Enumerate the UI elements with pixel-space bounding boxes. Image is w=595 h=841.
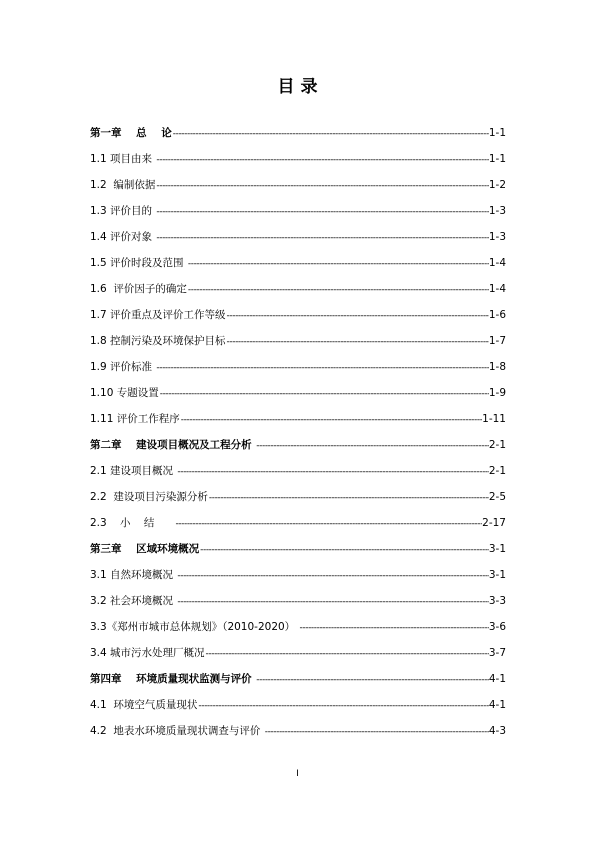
toc-entry-page: 1-3 bbox=[488, 205, 506, 217]
toc-entry-page: 1-9 bbox=[488, 387, 506, 399]
toc-entry-label: 1.2 编制依据 bbox=[90, 179, 156, 191]
page-number-footer: I bbox=[296, 769, 299, 779]
toc-entry-page: 1-7 bbox=[488, 335, 506, 347]
toc-dot-leader bbox=[264, 722, 489, 742]
toc-dot-leader bbox=[299, 618, 489, 638]
toc-entry-label: 3.2 社会环境概况 bbox=[90, 595, 177, 607]
toc-entry-label: 1.6 评价因子的确定 bbox=[90, 283, 187, 295]
toc-entry-page: 2-1 bbox=[488, 465, 506, 477]
toc-entry-label: 1.10 专题设置 bbox=[90, 387, 159, 399]
toc-dot-leader bbox=[180, 410, 482, 430]
toc-dot-leader bbox=[155, 202, 488, 222]
toc-entry-label: 1.3 评价目的 bbox=[90, 205, 156, 217]
toc-dot-leader bbox=[187, 280, 489, 300]
toc-dot-leader bbox=[176, 592, 488, 612]
toc-dot-leader bbox=[176, 566, 488, 586]
toc-entry-label: 4.2 地表水环境质量现状调查与评价 bbox=[90, 725, 264, 737]
toc-section-entry[interactable] bbox=[90, 695, 506, 721]
toc-chapter-entry[interactable] bbox=[90, 123, 506, 149]
toc-section-entry[interactable] bbox=[90, 201, 506, 227]
toc-entry-label: 4.1 环境空气质量现状 bbox=[90, 699, 198, 711]
toc-entry-label: 2.2 建设项目污染源分析 bbox=[90, 491, 208, 503]
toc-entry-page: 2-5 bbox=[488, 491, 506, 503]
toc-entry-label: 1.11 评价工作程序 bbox=[90, 413, 180, 425]
toc-dot-leader bbox=[255, 436, 489, 456]
toc-entry-label: 第二章 建设项目概况及工程分析 bbox=[90, 439, 256, 451]
toc-entry-label: 3.4 城市污水处理厂概况 bbox=[90, 647, 205, 659]
toc-section-entry[interactable] bbox=[90, 227, 506, 253]
toc-entry-page: 2-17 bbox=[482, 517, 506, 529]
toc-section-entry[interactable] bbox=[90, 617, 506, 643]
toc-entry-page: 1-4 bbox=[488, 283, 506, 295]
toc-dot-leader bbox=[155, 228, 488, 248]
toc-section-entry[interactable] bbox=[90, 175, 506, 201]
toc-entry-label: 2.1 建设项目概况 bbox=[90, 465, 177, 477]
toc-dot-leader bbox=[208, 488, 489, 508]
toc-dot-leader bbox=[205, 644, 489, 664]
toc-section-entry[interactable] bbox=[90, 357, 506, 383]
toc-chapter-entry[interactable] bbox=[90, 669, 506, 695]
toc-section-entry[interactable] bbox=[90, 331, 506, 357]
toc-dot-leader bbox=[155, 358, 488, 378]
table-of-contents bbox=[90, 123, 506, 747]
toc-dot-leader bbox=[199, 540, 489, 560]
toc-entry-page: 4-1 bbox=[488, 699, 506, 711]
toc-entry-page: 4-1 bbox=[488, 673, 506, 685]
toc-entry-page: 1-2 bbox=[488, 179, 506, 191]
toc-dot-leader bbox=[155, 150, 488, 170]
toc-dot-leader bbox=[176, 462, 488, 482]
toc-dot-leader bbox=[255, 670, 489, 690]
toc-dot-leader bbox=[159, 384, 489, 404]
toc-entry-label: 第一章 总 论 bbox=[90, 127, 172, 139]
toc-section-entry[interactable] bbox=[90, 149, 506, 175]
toc-section-entry[interactable] bbox=[90, 513, 506, 539]
toc-entry-page: 1-11 bbox=[482, 413, 506, 425]
toc-section-entry[interactable] bbox=[90, 279, 506, 305]
toc-dot-leader bbox=[226, 306, 489, 326]
toc-entry-page: 2-1 bbox=[488, 439, 506, 451]
toc-entry-label: 3.3《郑州市城市总体规划》（2010-2020） bbox=[90, 621, 299, 633]
toc-title: 目 录 bbox=[277, 77, 318, 97]
toc-entry-page: 3-7 bbox=[488, 647, 506, 659]
toc-entry-page: 1-3 bbox=[488, 231, 506, 243]
toc-entry-label: 2.3 小 结 bbox=[90, 517, 175, 529]
toc-section-entry[interactable] bbox=[90, 565, 506, 591]
toc-dot-leader bbox=[226, 332, 489, 352]
toc-entry-label: 第四章 环境质量现状监测与评价 bbox=[90, 673, 256, 685]
toc-section-entry[interactable] bbox=[90, 305, 506, 331]
toc-entry-page: 1-1 bbox=[488, 153, 506, 165]
toc-entry-label: 1.1 项目由来 bbox=[90, 153, 156, 165]
toc-entry-page: 4-3 bbox=[488, 725, 506, 737]
toc-chapter-entry[interactable] bbox=[90, 539, 506, 565]
toc-entry-page: 3-3 bbox=[488, 595, 506, 607]
toc-section-entry[interactable] bbox=[90, 253, 506, 279]
toc-entry-page: 1-1 bbox=[488, 127, 506, 139]
toc-section-entry[interactable] bbox=[90, 721, 506, 747]
toc-entry-label: 1.5 评价时段及范围 bbox=[90, 257, 187, 269]
toc-dot-leader bbox=[155, 176, 488, 196]
toc-entry-page: 3-1 bbox=[488, 543, 506, 555]
toc-entry-page: 3-1 bbox=[488, 569, 506, 581]
toc-dot-leader bbox=[187, 254, 489, 274]
toc-entry-label: 1.9 评价标准 bbox=[90, 361, 156, 373]
toc-section-entry[interactable] bbox=[90, 461, 506, 487]
toc-section-entry[interactable] bbox=[90, 643, 506, 669]
toc-entry-label: 3.1 自然环境概况 bbox=[90, 569, 177, 581]
toc-entry-label: 第三章 区域环境概况 bbox=[90, 543, 200, 555]
toc-entry-label: 1.4 评价对象 bbox=[90, 231, 156, 243]
toc-section-entry[interactable] bbox=[90, 487, 506, 513]
toc-entry-page: 1-6 bbox=[488, 309, 506, 321]
toc-entry-label: 1.8 控制污染及环境保护目标 bbox=[90, 335, 226, 347]
toc-section-entry[interactable] bbox=[90, 409, 506, 435]
toc-chapter-entry[interactable] bbox=[90, 435, 506, 461]
toc-section-entry[interactable] bbox=[90, 383, 506, 409]
toc-entry-page: 3-6 bbox=[488, 621, 506, 633]
toc-section-entry[interactable] bbox=[90, 591, 506, 617]
toc-dot-leader bbox=[197, 696, 488, 716]
toc-dot-leader bbox=[172, 124, 489, 144]
toc-entry-label: 1.7 评价重点及评价工作等级 bbox=[90, 309, 226, 321]
toc-entry-page: 1-4 bbox=[488, 257, 506, 269]
toc-dot-leader bbox=[174, 514, 482, 534]
toc-entry-page: 1-8 bbox=[488, 361, 506, 373]
